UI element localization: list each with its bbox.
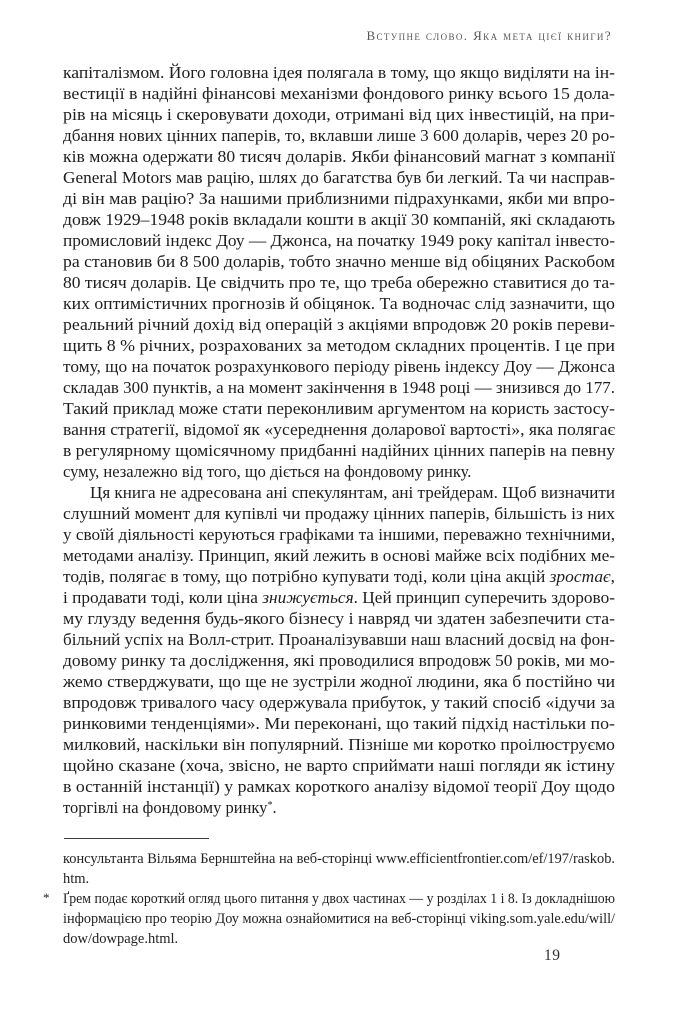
- text-line-content: [63, 104, 615, 125]
- text-line: [63, 566, 615, 587]
- text-line-content: [90, 482, 615, 503]
- text-line-content: [63, 566, 615, 587]
- text-line-content: [63, 188, 615, 209]
- text-segment: більний успіх на Волл-стрит. Проаналізувавши наш власний досвід на фон-: [63, 630, 615, 649]
- text-line-content: [63, 650, 615, 671]
- italic-text: знижується: [262, 588, 354, 607]
- text-line: [63, 440, 615, 461]
- footnote-separator: [64, 838, 209, 839]
- text-segment: .: [272, 798, 277, 817]
- text-line-content: [63, 251, 615, 272]
- text-line: [63, 503, 615, 524]
- text-line-content: [63, 377, 615, 398]
- text-segment: милковий, наскільки він популярний. Пізніше ми коротко проілюструємо: [63, 735, 615, 754]
- footnote-reference-mark: *: [267, 800, 273, 812]
- footnote-entry: [43, 889, 617, 949]
- text-line: [63, 929, 617, 949]
- text-segment: ринковими тенденціями». Ми переконані, що такий підхід настільки по-: [63, 714, 615, 733]
- text-segment: в регулярному щомісячному придбанні надійних цінних паперів на певну: [63, 441, 615, 460]
- text-segment: dow/dowpage.html.: [63, 931, 179, 947]
- text-segment: ра становив би 8 500 доларів, тобто значно менше від обіцяних Раскобом: [63, 252, 615, 271]
- text-segment: . Цей принцип суперечить здорово-: [353, 588, 615, 607]
- text-line-content: [63, 440, 615, 461]
- italic-text: зростає: [549, 567, 611, 586]
- text-line-content: [63, 929, 178, 949]
- text-line-content: [63, 230, 615, 251]
- text-line: [63, 482, 615, 503]
- text-segment: 80 тисяч доларів. Це свідчить про те, що треба обережно ставитися до та-: [63, 273, 615, 292]
- text-segment: слушний момент для купівлі чи продажу цінних паперів, більшість із них: [63, 504, 615, 523]
- text-segment: методами аналізу. Принцип, який лежить в основі майже всіх подібних ме-: [63, 546, 615, 565]
- text-segment: інформацією про теорію Доу можна ознайомитися на веб-сторінці viking.som.yale.edu/will/: [63, 911, 615, 927]
- text-segment: ків можна одержати 80 тисяч доларів. Якби фінансовий магнат з компанії: [63, 147, 615, 166]
- text-line: [63, 671, 615, 692]
- text-line-content: [63, 293, 615, 314]
- text-segment: тому, що на початок розрахункового періоду рівень індексу Доу — Джонса: [63, 357, 615, 376]
- text-segment: Такий приклад може стати переконливим аргументом на користь застосу-: [63, 399, 615, 418]
- text-line: [63, 377, 615, 398]
- text-line-content: [63, 335, 615, 356]
- text-line-content: [63, 545, 615, 566]
- text-line-content: [63, 909, 615, 929]
- text-segment: довому ринку та дослідження, які проводилися впродовж 50 років, ми мо-: [63, 651, 615, 670]
- text-segment: в останній інстанції) у рамках короткого аналізу відомої теорії Доу щодо: [63, 777, 615, 796]
- text-line: [63, 335, 615, 356]
- text-line: [63, 587, 615, 608]
- text-segment: щойно сказане (хоча, звісно, не варто сприймати наші погляди як істину: [63, 756, 615, 775]
- text-line: [63, 230, 615, 251]
- text-line: [63, 545, 615, 566]
- text-line: [63, 713, 615, 734]
- text-segment: ,: [610, 567, 615, 586]
- text-line: [63, 797, 615, 818]
- text-line-content: [63, 755, 615, 776]
- text-line: [63, 167, 615, 188]
- text-segment: Ґрем подає короткий огляд цього питання у двох частинах — у розділах 1 і 8. Із докладнішою: [63, 891, 615, 907]
- text-line-content: [63, 503, 615, 524]
- footnote-marker: *: [43, 890, 50, 905]
- text-segment: капіталізмом. Його головна ідея полягала в тому, що якщо виділяти на ін-: [63, 63, 615, 82]
- text-line: [63, 629, 615, 650]
- text-segment: консультанта Вільяма Бернштейна на веб-сторінці www.efficientfrontier.com/ef/197/raskob.: [63, 851, 615, 867]
- text-line-content: [63, 125, 615, 146]
- text-segment: ді він мав рацію? За нашими приблизними підрахунками, якби ми впро-: [63, 189, 615, 208]
- text-segment: реальний річний дохід від операцій з акціями впродовж 20 років переви-: [63, 315, 615, 334]
- text-segment: вання стратегії, відомої як «усереднення доларової вартості», яка полягає: [63, 420, 615, 439]
- text-line: [63, 869, 617, 889]
- text-line: [63, 692, 615, 713]
- page-number: 19: [544, 947, 561, 964]
- text-line-content: [63, 146, 615, 167]
- text-line-content: [63, 629, 615, 650]
- text-line-content: [63, 776, 615, 797]
- text-line-content: [63, 461, 471, 482]
- text-line-content: [63, 797, 277, 821]
- text-line-content: [63, 398, 615, 419]
- text-line-content: [63, 83, 615, 104]
- text-line: [63, 524, 615, 545]
- text-segment: довж 1929–1948 років вкладали кошти в акції 30 компаній, які складають: [63, 210, 615, 229]
- footnote-entries: [43, 849, 617, 949]
- text-line-content: [63, 713, 615, 734]
- text-line: [63, 272, 615, 293]
- text-line-content: [63, 524, 615, 545]
- text-segment: суму, незалежно від того, що діється на фондовому ринку.: [63, 462, 472, 481]
- text-line: [63, 251, 615, 272]
- text-line: [63, 776, 615, 797]
- text-line-content: [63, 167, 615, 188]
- text-line: [63, 104, 615, 125]
- text-line-content: [63, 356, 615, 377]
- text-line-content: [63, 272, 615, 293]
- text-line: [63, 125, 615, 146]
- text-line-content: [63, 734, 615, 755]
- text-line: [63, 83, 615, 104]
- text-line: [63, 188, 615, 209]
- text-segment: htm.: [63, 871, 90, 887]
- text-line: [63, 146, 615, 167]
- text-segment: ких оптимістичних прогнозів й обіцянок. Та водночас слід зазначити, що: [63, 294, 615, 313]
- text-segment: складав 300 пунктів, а на момент закінчення в 1948 році — знизився до 177.: [63, 378, 615, 397]
- running-header: Вступне слово. Яка мета цієї книги?: [366, 28, 612, 43]
- footnote-entry: [63, 849, 617, 889]
- text-line: [63, 62, 615, 83]
- text-line: [63, 650, 615, 671]
- text-line-content: [63, 849, 615, 869]
- body-text: [63, 62, 615, 818]
- text-line: [63, 314, 615, 335]
- text-line: [63, 909, 617, 929]
- text-line: [43, 889, 617, 909]
- text-line: [63, 734, 615, 755]
- text-segment: торгівлі на фондовому ринку: [63, 798, 268, 817]
- footnotes-section: [43, 838, 617, 949]
- text-line: [63, 209, 615, 230]
- text-line: [63, 755, 615, 776]
- text-line: [63, 356, 615, 377]
- text-line-content: [63, 314, 615, 335]
- text-segment: тодів, полягає в тому, що потрібно купувати тоді, коли ціна акцій: [63, 567, 550, 586]
- text-segment: і продавати тоді, коли ціна: [63, 588, 263, 607]
- text-segment: впродовж тривалого часу одержувала прибуток, у такий спосіб «ідучи за: [63, 693, 615, 712]
- text-segment: General Motors мав рацію, шлях до багатства був би легкий. Та чи насправ-: [63, 168, 615, 187]
- text-line-content: [63, 889, 615, 909]
- text-line-content: [63, 692, 615, 713]
- text-line: [63, 398, 615, 419]
- text-segment: щить 8 % річних, розрахованих за методом складних процентів. І це при: [63, 336, 615, 355]
- text-line: [63, 461, 615, 482]
- text-line: [63, 419, 615, 440]
- text-segment: жемо стверджувати, що ще не зустріли жодної людини, яка б постійно чи: [63, 672, 615, 691]
- text-segment: промисловий індекс Доу — Джонса, на початку 1949 року капітал інвесто-: [63, 231, 615, 250]
- text-line-content: [63, 209, 615, 230]
- text-line: [63, 849, 617, 869]
- text-line-content: [63, 671, 615, 692]
- text-line-content: [63, 869, 89, 889]
- text-segment: вестиції в надійні фінансові механізми фондового ринку всього 15 дола-: [63, 84, 615, 103]
- text-line-content: [63, 62, 615, 83]
- text-segment: дбання нових цінних паперів, то, вклавши лише 3 600 доларів, через 20 ро-: [63, 126, 615, 145]
- text-line: [63, 293, 615, 314]
- text-segment: му глузду ведення будь-якого бізнесу і навряд чи здатен забезпечити ста-: [63, 609, 615, 628]
- text-segment: у своїй діяльності керуються графіками та іншими, переважно технічними,: [63, 525, 615, 544]
- text-segment: рів на місяць і скеровувати доходи, отримані від цих інвестицій, на при-: [63, 105, 615, 124]
- text-line-content: [63, 587, 615, 608]
- text-line: [63, 608, 615, 629]
- text-line-content: [63, 608, 615, 629]
- text-segment: Ця книга не адресована ані спекулянтам, ані трейдерам. Щоб визначити: [90, 483, 615, 502]
- text-line-content: [63, 419, 615, 440]
